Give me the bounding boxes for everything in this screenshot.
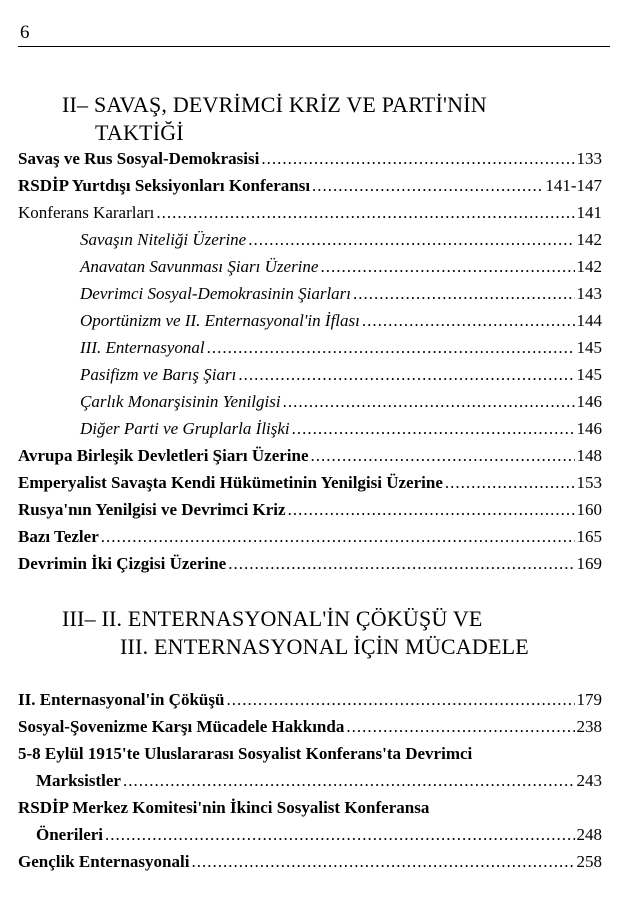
toc-entry [18,473,602,500]
toc-entry [18,717,602,744]
toc-entry-label: Diğer Parti ve Gruplarla İlişki [80,419,290,438]
toc-entry-label: Devrimci Sosyal-Demokrasinin Şiarları [80,284,352,303]
toc-entry-page: 238 [576,717,602,736]
toc-entry-page: 141 [576,203,602,222]
toc-entry-label: III. Enternasyonal [80,338,205,357]
toc-entry-page: 148 [576,446,602,465]
toc-entry [36,771,602,798]
toc-entry-page: 243 [576,771,602,790]
toc-entry-label: 5-8 Eylül 1915'te Uluslararası Sosyalist Konferans'ta Devrimci [18,744,473,763]
toc-entry-label: Konferans Kararları [18,203,155,222]
toc-entry-page: 133 [576,149,602,168]
toc-entry-page: 146 [576,392,602,411]
leader-dots [261,149,574,169]
toc-entry-label: Savaşın Niteliği Üzerine [80,230,247,249]
toc-entry [18,690,602,717]
toc-entry [18,446,602,473]
toc-entry [80,311,602,338]
leader-dots [207,338,575,358]
leader-dots [288,500,575,520]
page-number: 6 [20,22,30,43]
toc-entry-label: Pasifizm ve Barış Şiarı [80,365,237,384]
leader-dots [445,473,575,493]
toc-entry-label: Sosyal-Şovenizme Karşı Mücadele Hakkında [18,717,345,736]
toc-entry-label: II. Enternasyonal'in Çöküşü [18,690,225,709]
toc-entry-page: 160 [576,500,602,519]
toc-entry-label: Gençlik Enternasyonali [18,852,190,871]
toc-entry-page: 248 [576,825,602,844]
leader-dots [123,771,575,791]
leader-dots [312,176,543,196]
leader-dots [191,852,574,872]
toc-entry-label: Rusya'nın Yenilgisi ve Devrimci Kriz [18,500,286,519]
toc-entry-page: 165 [576,527,602,546]
toc-entry [36,825,602,852]
section-3-heading-line-1: III– II. ENTERNASYONAL'İN ÇÖKÜŞÜ VE [62,606,483,631]
toc-entry [80,365,602,392]
leader-dots [101,527,575,547]
toc-entry [18,149,602,176]
toc-entry-page: 169 [576,554,602,573]
toc-entry-label: RSDİP Yurtdışı Seksiyonları Konferansı [18,176,311,195]
leader-dots [283,392,575,412]
leader-dots [362,311,575,331]
toc-entry-label: Anavatan Savunması Şiarı Üzerine [80,257,319,276]
toc-entry-page: 143 [576,284,602,303]
toc-entry [18,852,602,879]
toc-entry-label: Devrimin İki Çizgisi Üzerine [18,554,227,573]
toc-entry-page: 258 [576,852,602,871]
toc-entry [80,257,602,284]
toc-entry [18,176,602,203]
leader-dots [226,690,574,710]
toc-entry-page: 144 [576,311,602,330]
section-2-heading-line-1: II– SAVAŞ, DEVRİMCİ KRİZ VE PARTİ'NİN [62,92,487,117]
leader-dots [320,257,574,277]
toc-entry [18,527,602,554]
toc-entry-label: Oportünizm ve II. Enternasyonal'in İflası [80,311,360,330]
toc-entry-label: RSDİP Merkez Komitesi'nin İkinci Sosyalist Konferansa [18,798,430,817]
toc-entry [80,419,602,446]
toc-entry-label: Savaş ve Rus Sosyal-Demokrasisi [18,149,260,168]
leader-dots [228,554,574,574]
leader-dots [156,203,574,223]
toc-entry-label-continued: Marksistler [36,771,121,790]
leader-dots [105,825,574,845]
leader-dots [292,419,575,439]
toc-entry [80,230,602,257]
toc-entry-label: Çarlık Monarşisinin Yenilgisi [80,392,281,411]
toc-entry-page: 153 [576,473,602,492]
toc-entry-label: Bazı Tezler [18,527,99,546]
leader-dots [346,717,574,737]
toc-entry-label-continued: Önerileri [36,825,104,844]
leader-dots [311,446,575,466]
header-rule [18,46,610,47]
toc-entry-page: 179 [576,690,602,709]
section-3-heading-line-2: III. ENTERNASYONAL İÇİN MÜCADELE [120,634,529,659]
toc-entry-page: 142 [576,230,602,249]
leader-dots [353,284,574,304]
toc-entry-label: Emperyalist Savaşta Kendi Hükümetinin Yenilgisi Üzerine [18,473,443,492]
toc-entry [80,284,602,311]
section-2-heading-line-2: TAKTİĞİ [95,120,184,145]
leader-dots [238,365,574,385]
toc-entry-page: 146 [576,419,602,438]
toc-entry [18,203,602,230]
toc-entry [18,500,602,527]
toc-entry [80,338,602,365]
toc-entry-page: 145 [576,365,602,384]
toc-entry-page: 142 [576,257,602,276]
toc-entry-label: Avrupa Birleşik Devletleri Şiarı Üzerine [18,446,309,465]
toc-entry [18,554,602,581]
toc-entry [80,392,602,419]
leader-dots [248,230,574,250]
toc-entry-page: 145 [576,338,602,357]
toc-entry-page: 141-147 [545,176,602,195]
